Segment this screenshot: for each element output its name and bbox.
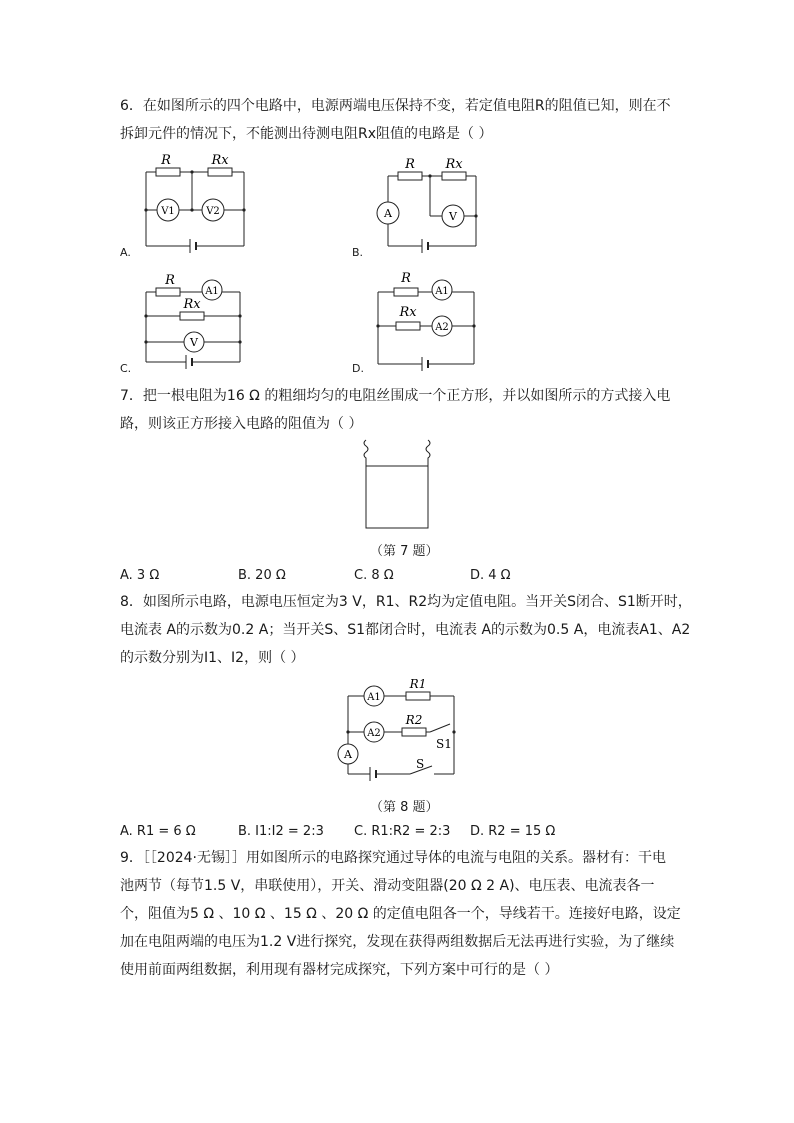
label-r2: R2 [405,713,423,727]
label-rx: Rx [183,297,201,312]
circuit-6a [140,150,250,250]
ammeter-a2: A2 [367,728,381,739]
ammeter-a1: A1 [367,692,381,703]
circuit-6b [370,150,490,256]
label-rx: Rx [399,305,417,320]
ammeter-a1: A1 [205,286,219,297]
q7-caption: （第 7 题） [370,544,439,559]
switch-s: S [416,757,425,771]
q6-option-a: A. [120,246,131,259]
q9-line-2: 池两节（每节1.5 V，串联使用），开关、滑动变阻器(20 Ω 2 A)、电压表、电流表各一 [120,878,655,894]
q7-option-a: A. 3 Ω [120,568,160,583]
q6-line-2: 拆卸元件的情况下，不能测出待测电阻Rx阻值的电路是（ ） [120,126,493,142]
q8-option-a: A. R1 = 6 Ω [120,824,196,839]
voltmeter-v1: V1 [161,206,175,217]
ammeter-a: A [384,207,392,220]
ammeter-a: A [344,748,352,761]
switch-s1: S1 [436,737,452,751]
q8-line-2: 电流表 A的示数为0.2 A；当开关S、S1都闭合时，电流表 A的示数为0.5 A，电流表A1、A2 [120,622,691,638]
q7-line-2: 路，则该正方形接入电路的阻值为（ ） [120,416,363,432]
q9-line-4: 加在电阻两端的电压为1.2 V进行探究，发现在获得两组数据后无法再进行实验，为了继续 [120,934,675,950]
q6-option-c: C. [120,362,132,375]
q6-line-1: 6．在如图所示的四个电路中，电源两端电压保持不变，若定值电阻R的阻值已知，则在不 [120,98,671,114]
voltmeter-v: V [449,210,457,223]
voltmeter-v2: V2 [206,206,220,217]
q9-line-5: 使用前面两组数据，利用现有器材完成探究，下列方案中可行的是（ ） [120,962,559,978]
circuit-6c [140,270,250,370]
q6-option-b: B. [352,246,364,259]
label-r1: R1 [409,677,427,691]
q8-caption: （第 8 题） [370,800,439,815]
q7-option-b: B. 20 Ω [238,568,286,583]
label-r: R [405,157,415,172]
q8-option-b: B. I1:I2 = 2:3 [238,824,324,839]
ammeter-a2: A2 [435,322,449,333]
circuit-8 [334,676,464,786]
q9-line-3: 个，阻值为5 Ω 、10 Ω 、15 Ω 、20 Ω 的定值电阻各一个，导线若干。连接好电路，设定 [120,906,681,922]
q9-line-1: 9．［［2024·无锡］］用如图所示的电路探究通过导体的电流与电阻的关系。器材有：干电 [120,850,666,866]
q8-line-1: 8．如图所示电路，电源电压恒定为3 V，R1、R2均为定值电阻。当开关S闭合、S1断开时， [120,594,692,610]
label-rx: Rx [445,157,463,172]
label-r: R [165,273,175,288]
voltmeter-v: V [190,336,198,349]
q7-option-d: D. 4 Ω [470,568,511,583]
q6-option-d: D. [352,362,364,375]
label-r: R [161,153,171,168]
label-rx: Rx [211,153,229,168]
q7-option-c: C. 8 Ω [354,568,394,583]
label-r: R [401,271,411,286]
q8-option-c: C. R1:R2 = 2:3 [354,824,451,839]
q8-line-3: 的示数分别为I1、I2，则（ ） [120,650,305,666]
q8-option-d: D. R2 = 15 Ω [470,824,556,839]
square-wire-figure [350,442,440,534]
ammeter-a1: A1 [435,286,449,297]
circuit-6d [370,270,490,370]
q7-line-1: 7．把一根电阻为16 Ω 的粗细均匀的电阻丝围成一个正方形，并以如图所示的方式接入电 [120,388,671,404]
